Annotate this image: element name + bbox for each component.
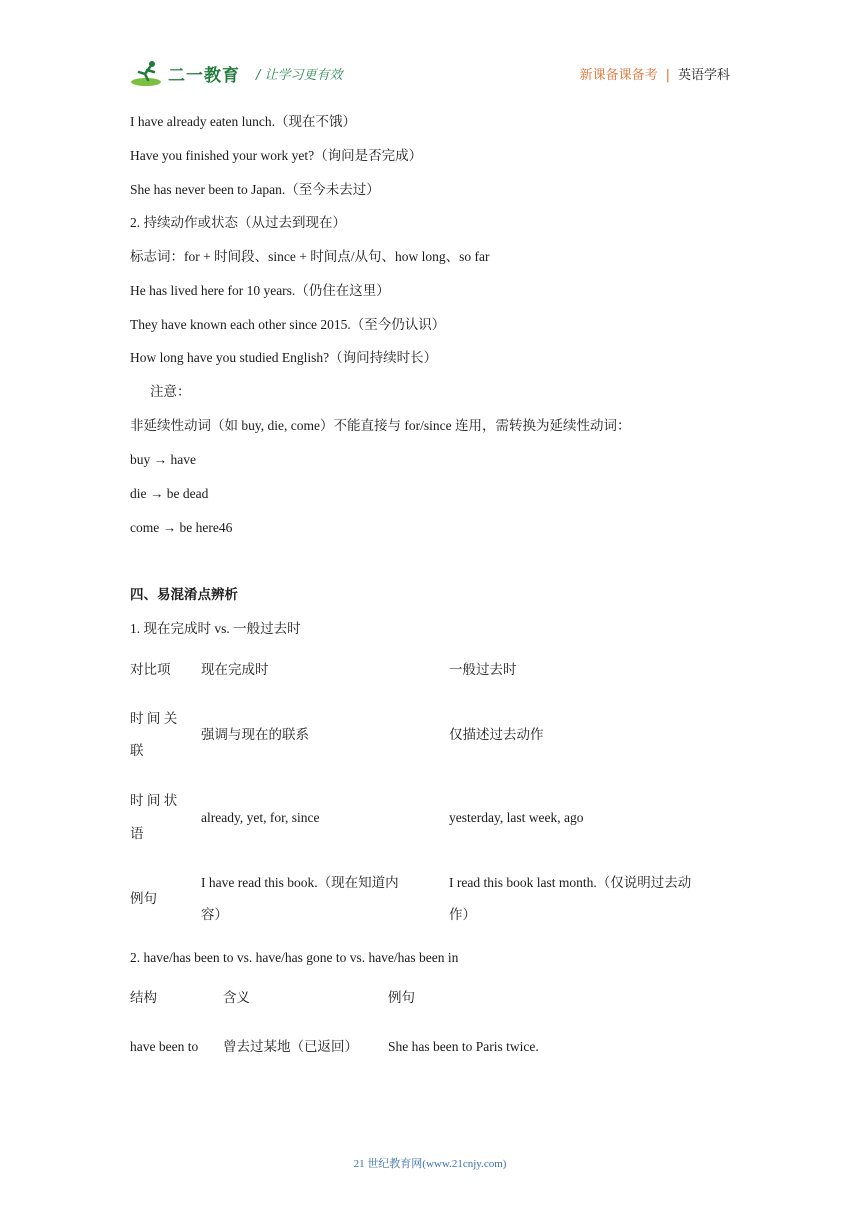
example-line: She has never been to Japan.（至今未去过） (130, 182, 380, 197)
table-cell: have been to (130, 1039, 199, 1054)
table-header: 现在完成时 (201, 662, 269, 677)
table-cell: 作） (449, 907, 476, 922)
table-header: 结构 (130, 990, 157, 1005)
table-cell: I read this book last month.（仅说明过去动 (449, 875, 692, 890)
table-cell: 联 (130, 743, 144, 758)
note-text: 非延续性动词（如 buy, die, come）不能直接与 for/since 连用，需转换为延续性动词： (130, 418, 631, 433)
sub-heading: 1. 现在完成时 vs. 一般过去时 (130, 621, 301, 636)
example-line: They have known each other since 2015.（至今仍认识） (130, 317, 446, 332)
conversion-line: buy → have (130, 452, 196, 467)
conversion-line: die → be dead (130, 486, 209, 501)
table-cell: 例句 (130, 891, 157, 906)
table-cell: She has been to Paris twice. (388, 1039, 539, 1054)
table-cell: 曾去过某地（已返回） (223, 1039, 358, 1054)
table-cell: 语 (130, 826, 144, 841)
example-line: I have already eaten lunch.（现在不饿） (130, 114, 357, 129)
example-line: How long have you studied English?（询问持续时长） (130, 350, 438, 365)
table-header: 含义 (223, 990, 250, 1005)
section-title: 四、易混淆点辨析 (130, 587, 238, 602)
table-cell: 仅描述过去动作 (449, 727, 544, 742)
table-cell: I have read this book.（现在知道内 (201, 875, 399, 890)
example-line: Have you finished your work yet?（询问是否完成） (130, 148, 423, 163)
sub-heading: 2. have/has been to vs. have/has gone to vs. have/has been in (130, 950, 459, 965)
logo-text: 二一教育 (168, 65, 240, 85)
table-cell: 时 间 关 (130, 711, 178, 726)
page-header (130, 56, 730, 90)
sub-heading: 2. 持续动作或状态（从过去到现在） (130, 215, 346, 230)
table-header: 例句 (388, 990, 415, 1005)
runner-logo-icon (130, 58, 166, 88)
table-header: 对比项 (130, 662, 171, 677)
footer-link[interactable]: 21 世纪教育网(www.21cnjy.com) (353, 1158, 507, 1170)
table-cell: yesterday, last week, ago (449, 810, 584, 825)
example-line: He has lived here for 10 years.（仍住在这里） (130, 283, 390, 298)
table-cell: 容） (201, 907, 228, 922)
note-label: 注意： (150, 384, 191, 399)
slogan: / 让学习更有效 (256, 68, 343, 83)
table-cell: 强调与现在的联系 (201, 727, 309, 742)
table-cell: already, yet, for, since (201, 810, 320, 825)
marker-words: 标志词：for + 时间段、since + 时间点/从句、how long、so far (130, 249, 490, 264)
table-header: 一般过去时 (449, 662, 517, 677)
conversion-line: come → be here46 (130, 520, 233, 535)
subject-label: 新课备课备考 | 英语学科 (579, 68, 730, 83)
logo (130, 58, 240, 88)
table-cell: 时 间 状 (130, 793, 178, 808)
